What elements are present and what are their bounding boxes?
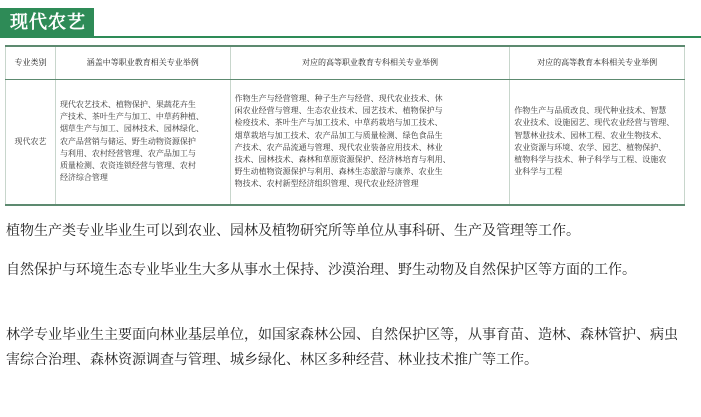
text-line: 农业技术、设施园艺、现代农业经营与管理、 xyxy=(514,118,675,128)
text-line: 物技术、农村新型经济组织管理、现代农业经济管理 xyxy=(234,179,419,189)
cell-vocational xyxy=(230,80,510,205)
text-line: 与利用、农村经营管理、农产品加工与 xyxy=(59,148,196,158)
section-title: 现代农艺 xyxy=(0,8,94,38)
table-row xyxy=(6,80,685,205)
text-line: 烟草生产与加工、园林技术、园林绿化、 xyxy=(59,124,204,134)
title-divider xyxy=(0,36,701,38)
text-line: 闲农业经营与管理、生态农业技术、园艺技术、植物保护与 xyxy=(234,106,443,116)
text-line: 作物生产与经营管理、种子生产与经营、现代农业技术、休 xyxy=(234,93,443,103)
paragraph-forestry: 林学专业毕业生主要面向林业基层单位，如国家森林公园、自然保护区等，从事育苗、造林、森林管护、病虫害综合治理、森林资源调查与管理、城乡绿化、林区多种经营、林业技术推广等工作。 xyxy=(6,327,678,368)
cell-secondary xyxy=(55,80,230,205)
table-header-row xyxy=(6,46,685,80)
header-undergrad: 对应的高等教育本科相关专业举例 xyxy=(510,46,685,80)
header-secondary: 涵盖中等职业教育相关专业举例 xyxy=(55,46,230,80)
text-line: 检疫技术、茶叶生产与加工技术、中草药栽培与加工技术、 xyxy=(234,118,443,128)
paragraph-nature-protection: 自然保护与环境生态专业毕业生大多从事水土保持、沙漠治理、野生动物及自然保护区等方面的工作。 xyxy=(6,262,636,278)
cell-undergrad xyxy=(510,80,685,205)
major-table xyxy=(5,45,685,206)
text-line: 智慧林业技术、园林工程、农业生物技术、 xyxy=(514,130,667,140)
text-line: 现代农艺技术、植物保护、果蔬花卉生 xyxy=(59,100,196,110)
text-line: 业科学与工程 xyxy=(514,167,563,177)
text-line: 农产品营销与储运、野生动物资源保护 xyxy=(59,136,196,146)
text-line: 产技术、茶叶生产与加工、中草药种植、 xyxy=(59,112,204,122)
text-line: 野生动植物资源保护与利用、森林生态旅游与康养、农业生 xyxy=(234,167,443,177)
text-line: 产技术、农产品流通与管理、现代农业装备应用技术、林业 xyxy=(234,142,443,152)
text-line: 农业资源与环境、农学、园艺、植物保护、 xyxy=(514,142,667,152)
text-line: 植物科学与技术、种子科学与工程、设施农 xyxy=(514,154,667,164)
text-line: 经济综合管理 xyxy=(59,173,108,183)
cell-category: 现代农艺 xyxy=(6,80,56,205)
text-line: 烟草栽培与加工技术、农产品加工与质量检测、绿色食品生 xyxy=(234,130,443,140)
section-header xyxy=(0,5,122,38)
text-line: 质量检测、农资连锁经营与管理、农村 xyxy=(59,161,196,171)
major-table-container xyxy=(5,45,685,206)
paragraph-plant-production: 植物生产类专业毕业生可以到农业、园林及植物研究所等单位从事科研、生产及管理等工作。 xyxy=(6,223,580,239)
text-line: 作物生产与品质改良、现代种业技术、智慧 xyxy=(514,106,667,116)
header-category: 专业类别 xyxy=(6,46,56,80)
text-line: 技术、园林技术、森林和草原资源保护、经济林培育与利用、 xyxy=(234,154,451,164)
header-vocational: 对应的高等职业教育专科相关专业举例 xyxy=(230,46,510,80)
